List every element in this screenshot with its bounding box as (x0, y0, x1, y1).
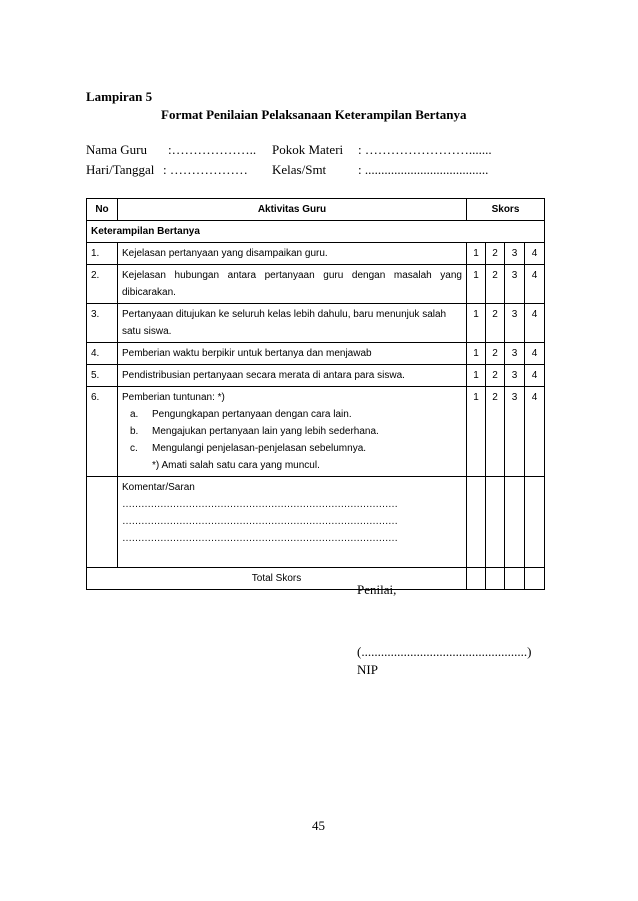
comment-row (87, 477, 545, 568)
row-number: 5. (87, 365, 118, 387)
total-score-cell[interactable] (505, 568, 525, 590)
appendix-label: Lampiran 5 (86, 89, 153, 104)
table-row (87, 304, 545, 343)
sub-item-letter: b. (130, 426, 139, 437)
table-row (87, 343, 545, 365)
score-cell-empty (505, 477, 525, 568)
section-label: Keterampilan Bertanya (87, 221, 545, 243)
form-title: Format Penilaian Pelaksanaan Keterampilan Bertanya (161, 107, 467, 122)
row-number: 1. (87, 243, 118, 265)
nama-guru-field[interactable]: :……………….. (168, 142, 257, 157)
sub-item-text: Pengungkapan pertanyaan dengan cara lain. (152, 409, 352, 420)
score-option[interactable]: 1 (467, 387, 486, 477)
score-option[interactable]: 2 (486, 365, 505, 387)
score-option[interactable]: 1 (467, 365, 486, 387)
score-option[interactable]: 1 (467, 243, 486, 265)
score-option[interactable]: 4 (525, 365, 545, 387)
sub-item (122, 440, 462, 457)
pokok-materi-field[interactable]: : ……………………....... (358, 142, 492, 157)
sub-item (122, 406, 462, 423)
sub-item-text: Mengulangi penjelasan-penjelasan sebelumnya. (152, 443, 367, 454)
sub-item (122, 423, 462, 440)
score-cell-empty (467, 477, 486, 568)
kelas-smt-field[interactable]: : ...................................... (358, 162, 489, 177)
comment-line[interactable]: …………………………………………………………………………… (122, 533, 398, 544)
score-option[interactable]: 4 (525, 265, 545, 304)
score-option[interactable]: 4 (525, 304, 545, 343)
row-activity: Pendistribusian pertanyaan secara merata di antara para siswa. (118, 365, 467, 387)
total-score-cell[interactable] (486, 568, 505, 590)
table-row (87, 365, 545, 387)
row-activity: Pemberian waktu berpikir untuk bertanya dan menjawab (118, 343, 467, 365)
score-option[interactable]: 3 (505, 365, 525, 387)
row-number: 3. (87, 304, 118, 343)
score-option[interactable]: 4 (525, 243, 545, 265)
header-aktivitas: Aktivitas Guru (118, 199, 467, 221)
row-activity: Pemberian tuntunan: *) (122, 392, 225, 403)
score-option[interactable]: 2 (486, 304, 505, 343)
nama-guru-label: Nama Guru (86, 142, 148, 157)
observation-note: *) Amati salah satu cara yang muncul. (152, 460, 320, 471)
row-number: 6. (87, 387, 118, 477)
comment-area[interactable] (118, 477, 467, 568)
row-activity: Pertanyaan ditujukan ke seluruh kelas lebih dahulu, baru menunjuk salah satu siswa. (118, 304, 467, 343)
score-cell-empty (525, 477, 545, 568)
sub-item-text: Mengajukan pertanyaan lain yang lebih sederhana. (152, 426, 379, 437)
score-option[interactable]: 2 (486, 265, 505, 304)
row-activity-with-subitems (118, 387, 467, 477)
section-row (87, 221, 545, 243)
table-row (87, 387, 545, 477)
row-activity: Kejelasan pertanyaan yang disampaikan guru. (118, 243, 467, 265)
header-skors: Skors (467, 199, 545, 221)
score-option[interactable]: 3 (505, 265, 525, 304)
comment-label: Komentar/Saran (122, 482, 195, 493)
comment-empty-cell (87, 477, 118, 568)
score-option[interactable]: 4 (525, 343, 545, 365)
comment-line[interactable]: …………………………………………………………………………… (122, 516, 398, 527)
score-option[interactable]: 2 (486, 387, 505, 477)
score-option[interactable]: 2 (486, 243, 505, 265)
row-number: 2. (87, 265, 118, 304)
score-option[interactable]: 1 (467, 304, 486, 343)
score-cell-empty (486, 477, 505, 568)
kelas-smt-label: Kelas/Smt (272, 162, 327, 177)
sub-item-letter: a. (130, 409, 139, 420)
table-row (87, 243, 545, 265)
total-row (87, 568, 545, 590)
assessment-table (86, 198, 545, 590)
hari-tanggal-field[interactable]: : ……………… (163, 162, 248, 177)
score-option[interactable]: 3 (505, 343, 525, 365)
penilai-label: Penilai, (357, 582, 397, 597)
score-option[interactable]: 3 (505, 243, 525, 265)
page-number: 45 (312, 818, 325, 833)
hari-tanggal-label: Hari/Tanggal (86, 162, 155, 177)
table-header-row (87, 199, 545, 221)
sub-item-letter: c. (130, 443, 138, 454)
score-option[interactable]: 3 (505, 304, 525, 343)
comment-line[interactable]: …………………………………………………………………………… (122, 499, 398, 510)
score-option[interactable]: 1 (467, 265, 486, 304)
score-option[interactable]: 4 (525, 387, 545, 477)
score-option[interactable]: 3 (505, 387, 525, 477)
table-row (87, 265, 545, 304)
signature-name-line[interactable]: (...................................................) (357, 644, 532, 659)
pokok-materi-label: Pokok Materi (272, 142, 344, 157)
total-label: Total Skors (87, 568, 467, 590)
score-option[interactable]: 2 (486, 343, 505, 365)
score-option[interactable]: 1 (467, 343, 486, 365)
row-number: 4. (87, 343, 118, 365)
header-no: No (87, 199, 118, 221)
total-score-cell[interactable] (525, 568, 545, 590)
total-score-cell[interactable] (467, 568, 486, 590)
nip-label: NIP (357, 662, 378, 677)
row-activity: Kejelasan hubungan antara pertanyaan guru dengan masalah yang dibicarakan. (118, 265, 467, 304)
